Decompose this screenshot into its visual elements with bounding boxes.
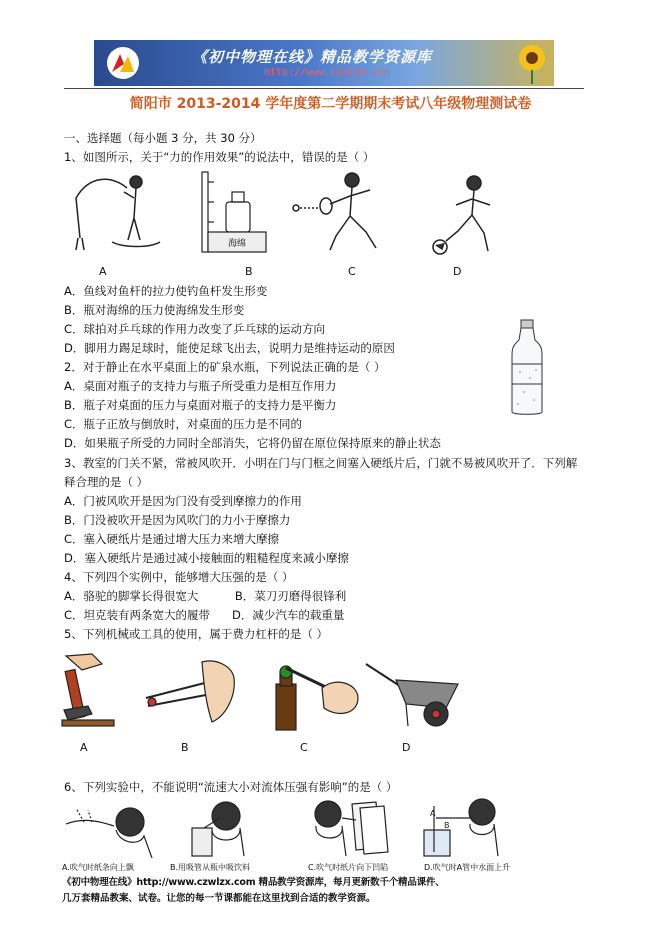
header-banner xyxy=(94,40,554,86)
q5-image-label-b: B xyxy=(181,741,189,754)
q1-stem: 1、如图所示，关于“力的作用效果”的说法中，错误的是（ ） xyxy=(64,150,375,164)
section-heading: 一、选择题（每小题 3 分，共 30 分） xyxy=(64,131,262,145)
q5-image-label-d: D xyxy=(402,741,411,754)
sunflower-icon xyxy=(510,42,550,84)
q3-stem-line2: 释合理的是（ ） xyxy=(64,475,149,489)
q4-options-line2: C．坦克装有两条宽大的履带 D．减少汽车的载重量 xyxy=(64,608,345,622)
q1-image-label-b: B xyxy=(245,265,253,278)
banner-title: 《初中物理在线》精品教学资源库 xyxy=(192,48,433,66)
blow-paper-sheets-figure xyxy=(306,798,396,858)
q6-caption-d: D.吹气时A管中水面上升 xyxy=(424,863,511,872)
q1-image-label-d: D xyxy=(453,265,462,278)
q1-image-label-a: A xyxy=(99,265,107,278)
water-bottle-figure xyxy=(508,320,546,416)
q1-option-c: C．球拍对乒乓球的作用力改变了乒乓球的运动方向 xyxy=(64,322,326,336)
q5-image-label-a: A xyxy=(80,741,88,754)
q3-stem-line1: 3、教室的门关不紧，常被风吹开．小明在门与门框之间塞入硬纸片后，门就不易被风吹开了．下列解 xyxy=(64,456,578,470)
q2-option-b: B．瓶子对桌面的压力与桌面对瓶子的支持力是平衡力 xyxy=(64,398,337,412)
bottle-on-sponge-figure xyxy=(196,172,266,252)
q6-caption-a: A.吹气时纸条向上飘 xyxy=(62,863,134,872)
q6-caption-c: C.吹气时纸片向下凹陷 xyxy=(308,863,389,872)
footer-line2: 几万套精品教案、试卷。让您的每一节课都能在这里找到合适的教学资源。 xyxy=(62,893,376,904)
q6-caption-b: B.用吸管从瓶中吸饮料 xyxy=(170,863,251,872)
banner-url[interactable]: http://www.czwlzx.com xyxy=(264,67,391,78)
hammer-figure xyxy=(62,648,114,728)
sponge-label: 海绵 xyxy=(228,239,247,249)
q2-stem: 2．对于静止在水平桌面上的矿泉水瓶，下列说法正确的是（ ） xyxy=(64,360,386,374)
q6-stem: 6、下列实验中，不能说明“流速大小对流体压强有影响”的是（ ） xyxy=(64,780,398,794)
q1-option-d: D．脚用力踢足球时，能使足球飞出去，说明力是维持运动的原因 xyxy=(64,341,395,355)
page-title: 简阳市 2013-2014 学年度第二学期期末考试八年级物理测试卷 xyxy=(129,96,532,112)
footer-line1: 《初中物理在线》http://www.czwlzx.com 精品教学资源库，每月更新数千个精品课件、 xyxy=(62,877,445,888)
table-tennis-figure xyxy=(290,170,400,260)
bottle-opener-figure xyxy=(266,662,362,732)
site-logo-icon xyxy=(106,46,140,80)
q1-option-b: B．瓶对海绵的压力使海绵发生形变 xyxy=(64,303,245,317)
fishing-figure xyxy=(72,168,162,260)
q4-options-line1: A．骆驼的脚掌长得很宽大 B．菜刀刃磨得很锋利 xyxy=(64,589,347,603)
q2-option-c: C．瓶子正放与倒放时，对桌面的压力是不同的 xyxy=(64,417,303,431)
kicking-ball-figure xyxy=(428,175,508,260)
drinking-straw-figure xyxy=(186,798,266,858)
tube-label-b: B xyxy=(444,821,450,830)
wheelbarrow-figure xyxy=(366,660,466,730)
q5-stem: 5、下列机械或工具的使用，属于费力杠杆的是（ ） xyxy=(64,627,328,641)
q1-image-label-c: C xyxy=(348,265,356,278)
q1-option-a: A．鱼线对鱼杆的拉力使钓鱼杆发生形变 xyxy=(64,284,268,298)
header-rule xyxy=(64,88,584,89)
blow-paper-strip-figure xyxy=(66,800,156,858)
q2-option-d: D．如果瓶子所受的力同时全部消失，它将仍留在原位保持原来的静止状态 xyxy=(64,436,441,450)
q3-option-b: B．门没被吹开是因为风吹门的力小于摩擦力 xyxy=(64,513,291,527)
q3-option-a: A．门被风吹开是因为门没有受到摩擦力的作用 xyxy=(64,494,302,508)
tube-label-a: A xyxy=(430,809,436,818)
q4-stem: 4、下列四个实例中，能够增大压强的是（ ） xyxy=(64,570,294,584)
q3-option-d: D．塞入硬纸片是通过减小接触面的粗糙程度来减小摩擦 xyxy=(64,551,349,565)
q5-image-label-c: C xyxy=(300,741,308,754)
q2-option-a: A．桌面对瓶子的支持力与瓶子所受重力是相互作用力 xyxy=(64,379,337,393)
blow-tube-figure xyxy=(420,796,506,860)
q3-option-c: C．塞入硬纸片是通过增大压力来增大摩擦 xyxy=(64,532,280,546)
chopsticks-figure xyxy=(146,656,238,726)
